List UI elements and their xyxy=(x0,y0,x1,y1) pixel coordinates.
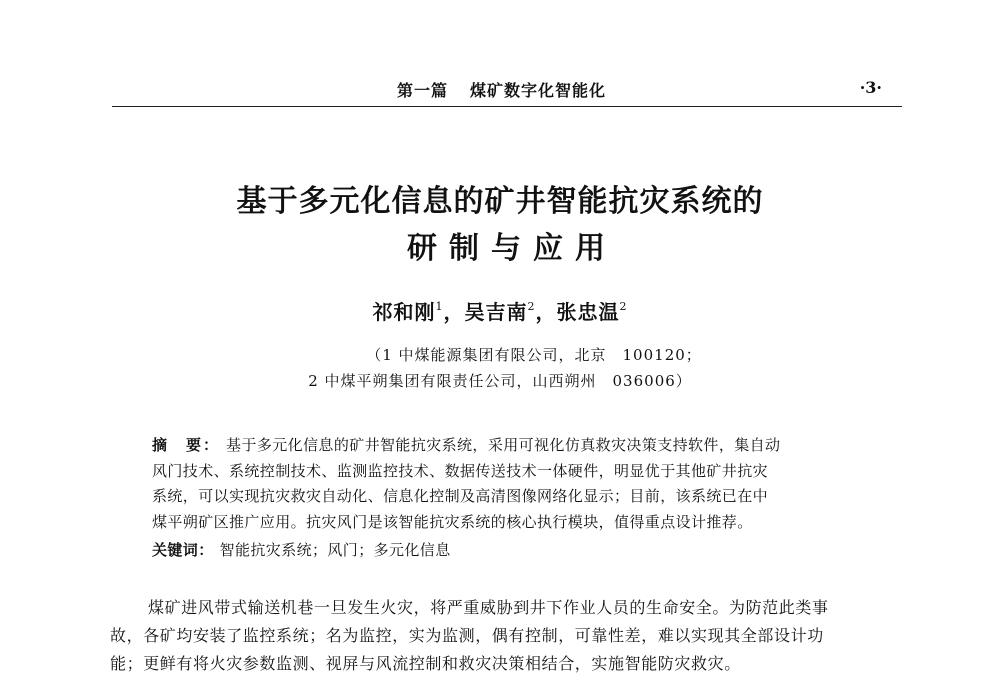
author-affil-mark: 2 xyxy=(527,300,536,313)
page-number: ·3· xyxy=(859,78,882,97)
running-head xyxy=(397,78,606,101)
body-line: 故，各矿均安装了监控系统；名为监控，实为监测，偶有控制，可靠性差，难以实现其全部设计功 xyxy=(110,626,824,645)
title-line-2: 研制与应用 xyxy=(407,231,617,266)
body-line: 煤矿进风带式输送机巷一旦发生火灾，将严重威胁到井下作业人员的生命安全。为防范此类事 xyxy=(148,598,829,617)
author-name: 张忠温 xyxy=(556,300,620,324)
keywords-text: 智能抗灾系统；风门；多元化信息 xyxy=(219,541,451,559)
author-affil-mark: 1 xyxy=(435,300,444,313)
author-name: 吴吉南 xyxy=(464,300,528,324)
title-line-1: 基于多元化信息的矿井智能抗灾系统的 xyxy=(236,184,764,219)
abstract-text: 基于多元化信息的矿井智能抗灾系统，采用可视化仿真救灾决策支持软件，集自动 xyxy=(226,436,781,454)
author-list xyxy=(100,296,900,325)
author-separator: ， xyxy=(535,300,557,324)
affiliation-line-2: 2 中煤平朔集团有限责任公司，山西朔州 036006） xyxy=(308,372,692,390)
running-header xyxy=(112,78,902,104)
section-label: 煤矿数字化智能化 xyxy=(470,81,607,100)
body-line: 能；更鲜有将火灾参数监测、视屏与风流控制和救灾决策相结合，实施智能防灾救灾。 xyxy=(110,654,741,673)
abstract-line: 煤平朔矿区推广应用。抗灾风门是该智能抗灾系统的核心执行模块，值得重点设计推荐。 xyxy=(152,512,753,531)
abstract-line: 风门技术、系统控制技术、监测监控技术、数据传送技术一体硬件，明显优于其他矿井抗灾 xyxy=(152,461,769,480)
abstract xyxy=(152,433,872,535)
abstract-line xyxy=(152,433,872,459)
body-paragraph xyxy=(110,594,900,678)
abstract-label: 摘 要： xyxy=(152,436,221,454)
abstract-line: 系统，可以实现抗灾救灾自动化、信息化控制及高清图像网络化显示；目前，该系统已在中 xyxy=(152,487,769,505)
author-affil-mark: 2 xyxy=(619,300,628,313)
author-separator: ， xyxy=(443,300,465,324)
affiliation-line-1: （1 中煤能源集团有限公司，北京 100120； xyxy=(366,346,702,364)
part-label: 第一篇 xyxy=(397,81,449,100)
author-name: 祁和刚 xyxy=(372,300,436,324)
keywords xyxy=(152,539,451,560)
keywords-label: 关键词： xyxy=(152,541,214,559)
header-rule xyxy=(112,106,902,107)
